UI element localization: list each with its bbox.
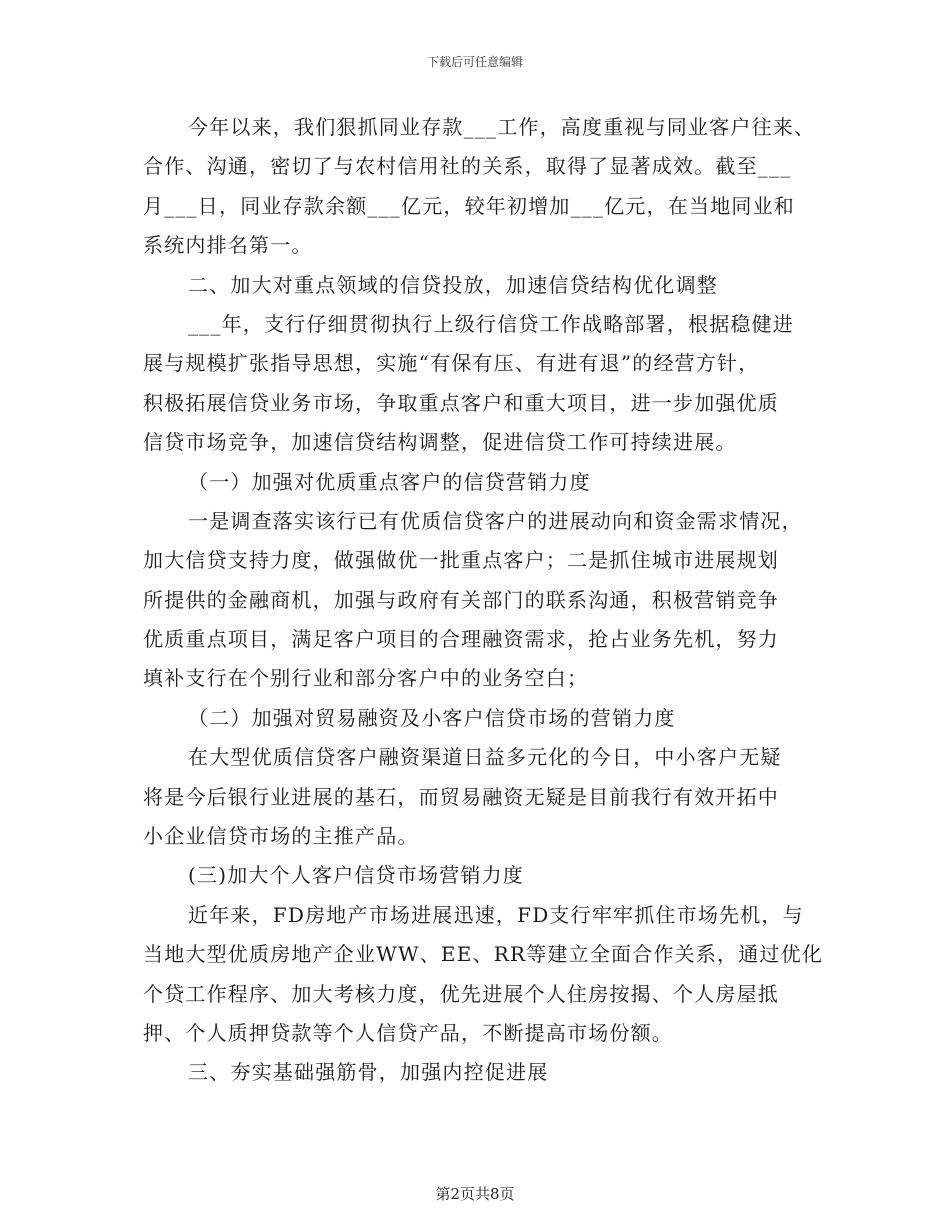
subsection-heading: （二）加强对贸易融资及小客户信贷市场的营销力度 <box>188 705 676 730</box>
section-heading: 二、加大对重点领域的信贷投放，加速信贷结构优化调整 <box>188 272 718 297</box>
paragraph-line: 近年来，FD房地产市场进展迅速，FD支行牢牢抓住市场先机，与 <box>188 902 804 927</box>
paragraph-line: 系统内排名第一。 <box>143 233 313 258</box>
paragraph-line: 在大型优质信贷客户融资渠道日益多元化的今日，中小客户无疑 <box>188 745 782 770</box>
paragraph-line: 展与规模扩张指导思想，实施“有保有压、有进有退”的经营方针， <box>143 351 760 376</box>
paragraph-line: 加大信贷支持力度，做强做优一批重点客户；二是抓住城市进展规划 <box>143 548 779 573</box>
subsection-heading: （一）加强对优质重点客户的信贷营销力度 <box>188 469 591 494</box>
subsection-heading: (三)加大个人客户信贷市场营销力度 <box>188 863 525 888</box>
paragraph-line: 今年以来，我们狠抓同业存款___工作，高度重视与同业客户往来、 <box>188 115 816 139</box>
paragraph-line: ___年，支行仔细贯彻执行上级行信贷工作战略部署，根据稳健进 <box>188 311 794 336</box>
paragraph-line: 将是今后银行业进展的基石，而贸易融资无疑是目前我行有效开拓中 <box>143 784 779 809</box>
paragraph-line: 所提供的金融商机，加强与政府有关部门的联系沟通，积极营销竞争 <box>143 587 779 612</box>
paragraph-line: 月___日，同业存款余额___亿元，较年初增加___亿元，在当地同业和 <box>143 193 795 218</box>
paragraph-line: 个贷工作程序、加大考核力度，优先进展个人住房按揭、个人房屋抵 <box>143 981 779 1006</box>
paragraph-line: 一是调查落实该行已有优质信贷客户的进展动向和资金需求情况， <box>188 508 803 533</box>
paragraph-line: 押、个人质押贷款等个人信贷产品，不断提高市场份额。 <box>143 1020 673 1045</box>
paragraph-line: 填补支行在个别行业和部分客户中的业务空白； <box>143 666 589 691</box>
paragraph-line: 优质重点项目，满足客户项目的合理融资需求，抢占业务先机，努力 <box>143 627 779 652</box>
page-number: 第2页共8页 <box>435 1185 515 1203</box>
page-header: 下载后可任意编辑 <box>426 55 523 69</box>
section-heading: 三、夯实基础强筋骨，加强内控促进展 <box>188 1060 549 1085</box>
paragraph-line: 信贷市场竞争，加速信贷结构调整，促进信贷工作可持续进展。 <box>143 430 737 455</box>
paragraph-line: 积极拓展信贷业务市场，争取重点客户和重大项目，进一步加强优质 <box>143 390 779 415</box>
paragraph-line: 合作、沟通，密切了与农村信用社的关系，取得了显著成效。截至___ <box>143 154 792 179</box>
paragraph-line: 当地大型优质房地产企业WW、EE、RR等建立全面合作关系，通过优化 <box>143 942 824 967</box>
paragraph-line: 小企业信贷市场的主推产品。 <box>143 824 419 849</box>
body-text <box>143 108 824 1093</box>
